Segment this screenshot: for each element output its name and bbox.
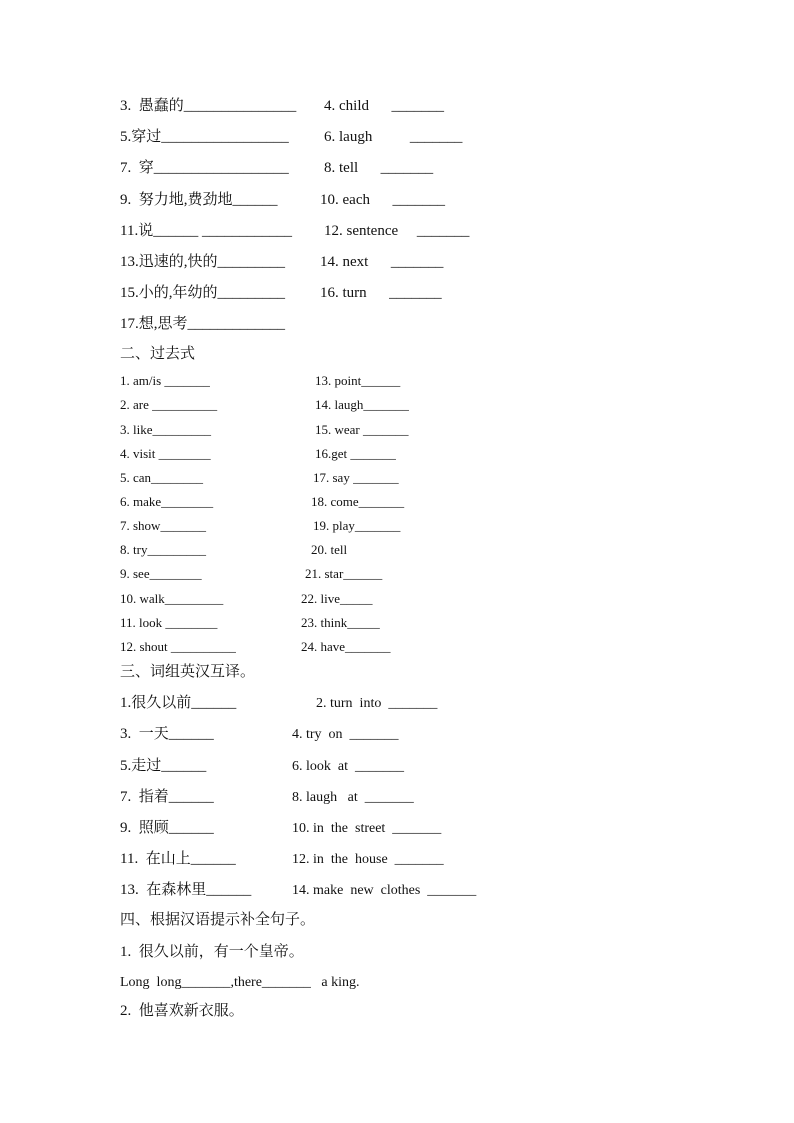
past-item-21: 21. star______ <box>305 566 383 581</box>
past-item-20: 20. tell <box>311 542 348 557</box>
phrase-item-10: 10. in the street _______ <box>292 821 442 836</box>
phrase-item-8: 8. laugh at _______ <box>292 790 414 805</box>
phrase-item-12: 12. in the house _______ <box>292 852 444 867</box>
item-12-right: 12. sentence _______ <box>324 223 470 239</box>
item-9-left: 9. 努力地,费劲地______ <box>120 192 278 208</box>
phrase-item-9: 9. 照顾______ <box>120 820 214 836</box>
past-item-7: 7. show_______ <box>120 518 206 533</box>
past-item-22: 22. live_____ <box>301 591 373 606</box>
past-item-16: 16.get _______ <box>315 446 396 461</box>
past-item-23: 23. think_____ <box>301 615 380 630</box>
item-11-left: 11.说______ ____________ <box>120 223 292 239</box>
past-item-10: 10. walk_________ <box>120 591 224 606</box>
past-item-1: 1. am/is _______ <box>120 373 210 388</box>
past-item-8: 8. try_________ <box>120 542 206 557</box>
phrase-item-6: 6. look at _______ <box>292 759 404 774</box>
past-item-2: 2. are __________ <box>120 397 218 412</box>
phrase-item-7: 7. 指着______ <box>120 789 214 805</box>
past-item-6: 6. make________ <box>120 494 214 509</box>
past-item-24: 24. have_______ <box>301 639 391 654</box>
item-3-left: 3. 愚蠢的_______________ <box>120 98 297 114</box>
item-10-right: 10. each _______ <box>320 192 445 208</box>
item-4-right: 4. child _______ <box>324 98 444 114</box>
item-8-right: 8. tell _______ <box>324 160 434 176</box>
sentence-question-2: 2. 他喜欢新衣服。 <box>120 1003 244 1019</box>
past-item-13: 13. point______ <box>315 373 401 388</box>
item-17-left: 17.想,思考_____________ <box>120 316 286 332</box>
past-item-18: 18. come_______ <box>311 494 405 509</box>
section2-title: 二、过去式 <box>120 346 196 362</box>
sentence-question-1: 1. 很久以前，有一个皇帝。 <box>120 944 304 960</box>
section4-title: 四、根据汉语提示补全句子。 <box>120 912 316 928</box>
past-item-4: 4. visit ________ <box>120 446 211 461</box>
section3-title: 三、词组英汉互译。 <box>120 664 256 680</box>
item-6-right: 6. laugh _______ <box>324 129 463 145</box>
past-item-12: 12. shout __________ <box>120 639 236 654</box>
past-item-17: 17. say _______ <box>313 470 399 485</box>
past-item-9: 9. see________ <box>120 566 202 581</box>
sentence-answer-1: Long long_______,there_______ a king. <box>120 975 360 990</box>
phrase-item-13: 13. 在森林里______ <box>120 882 252 898</box>
past-item-19: 19. play_______ <box>313 518 401 533</box>
item-15-left: 15.小的,年幼的_________ <box>120 285 286 301</box>
phrase-item-4: 4. try on _______ <box>292 727 399 742</box>
item-5-left: 5.穿过_________________ <box>120 129 289 145</box>
phrase-item-1: 1.很久以前______ <box>120 695 237 711</box>
phrase-item-11: 11. 在山上______ <box>120 851 236 867</box>
item-14-right: 14. next _______ <box>320 254 444 270</box>
item-7-left: 7. 穿__________________ <box>120 160 289 176</box>
phrase-item-3: 3. 一天______ <box>120 726 214 742</box>
item-13-left: 13.迅速的,快的_________ <box>120 254 286 270</box>
past-item-5: 5. can________ <box>120 470 204 485</box>
phrase-item-5: 5.走过______ <box>120 758 207 774</box>
phrase-item-2: 2. turn into _______ <box>316 696 438 711</box>
phrase-item-14: 14. make new clothes _______ <box>292 883 477 898</box>
past-item-11: 11. look ________ <box>120 615 218 630</box>
item-16-right: 16. turn _______ <box>320 285 442 301</box>
past-item-3: 3. like_________ <box>120 422 211 437</box>
past-item-14: 14. laugh_______ <box>315 397 409 412</box>
past-item-15: 15. wear _______ <box>315 422 409 437</box>
